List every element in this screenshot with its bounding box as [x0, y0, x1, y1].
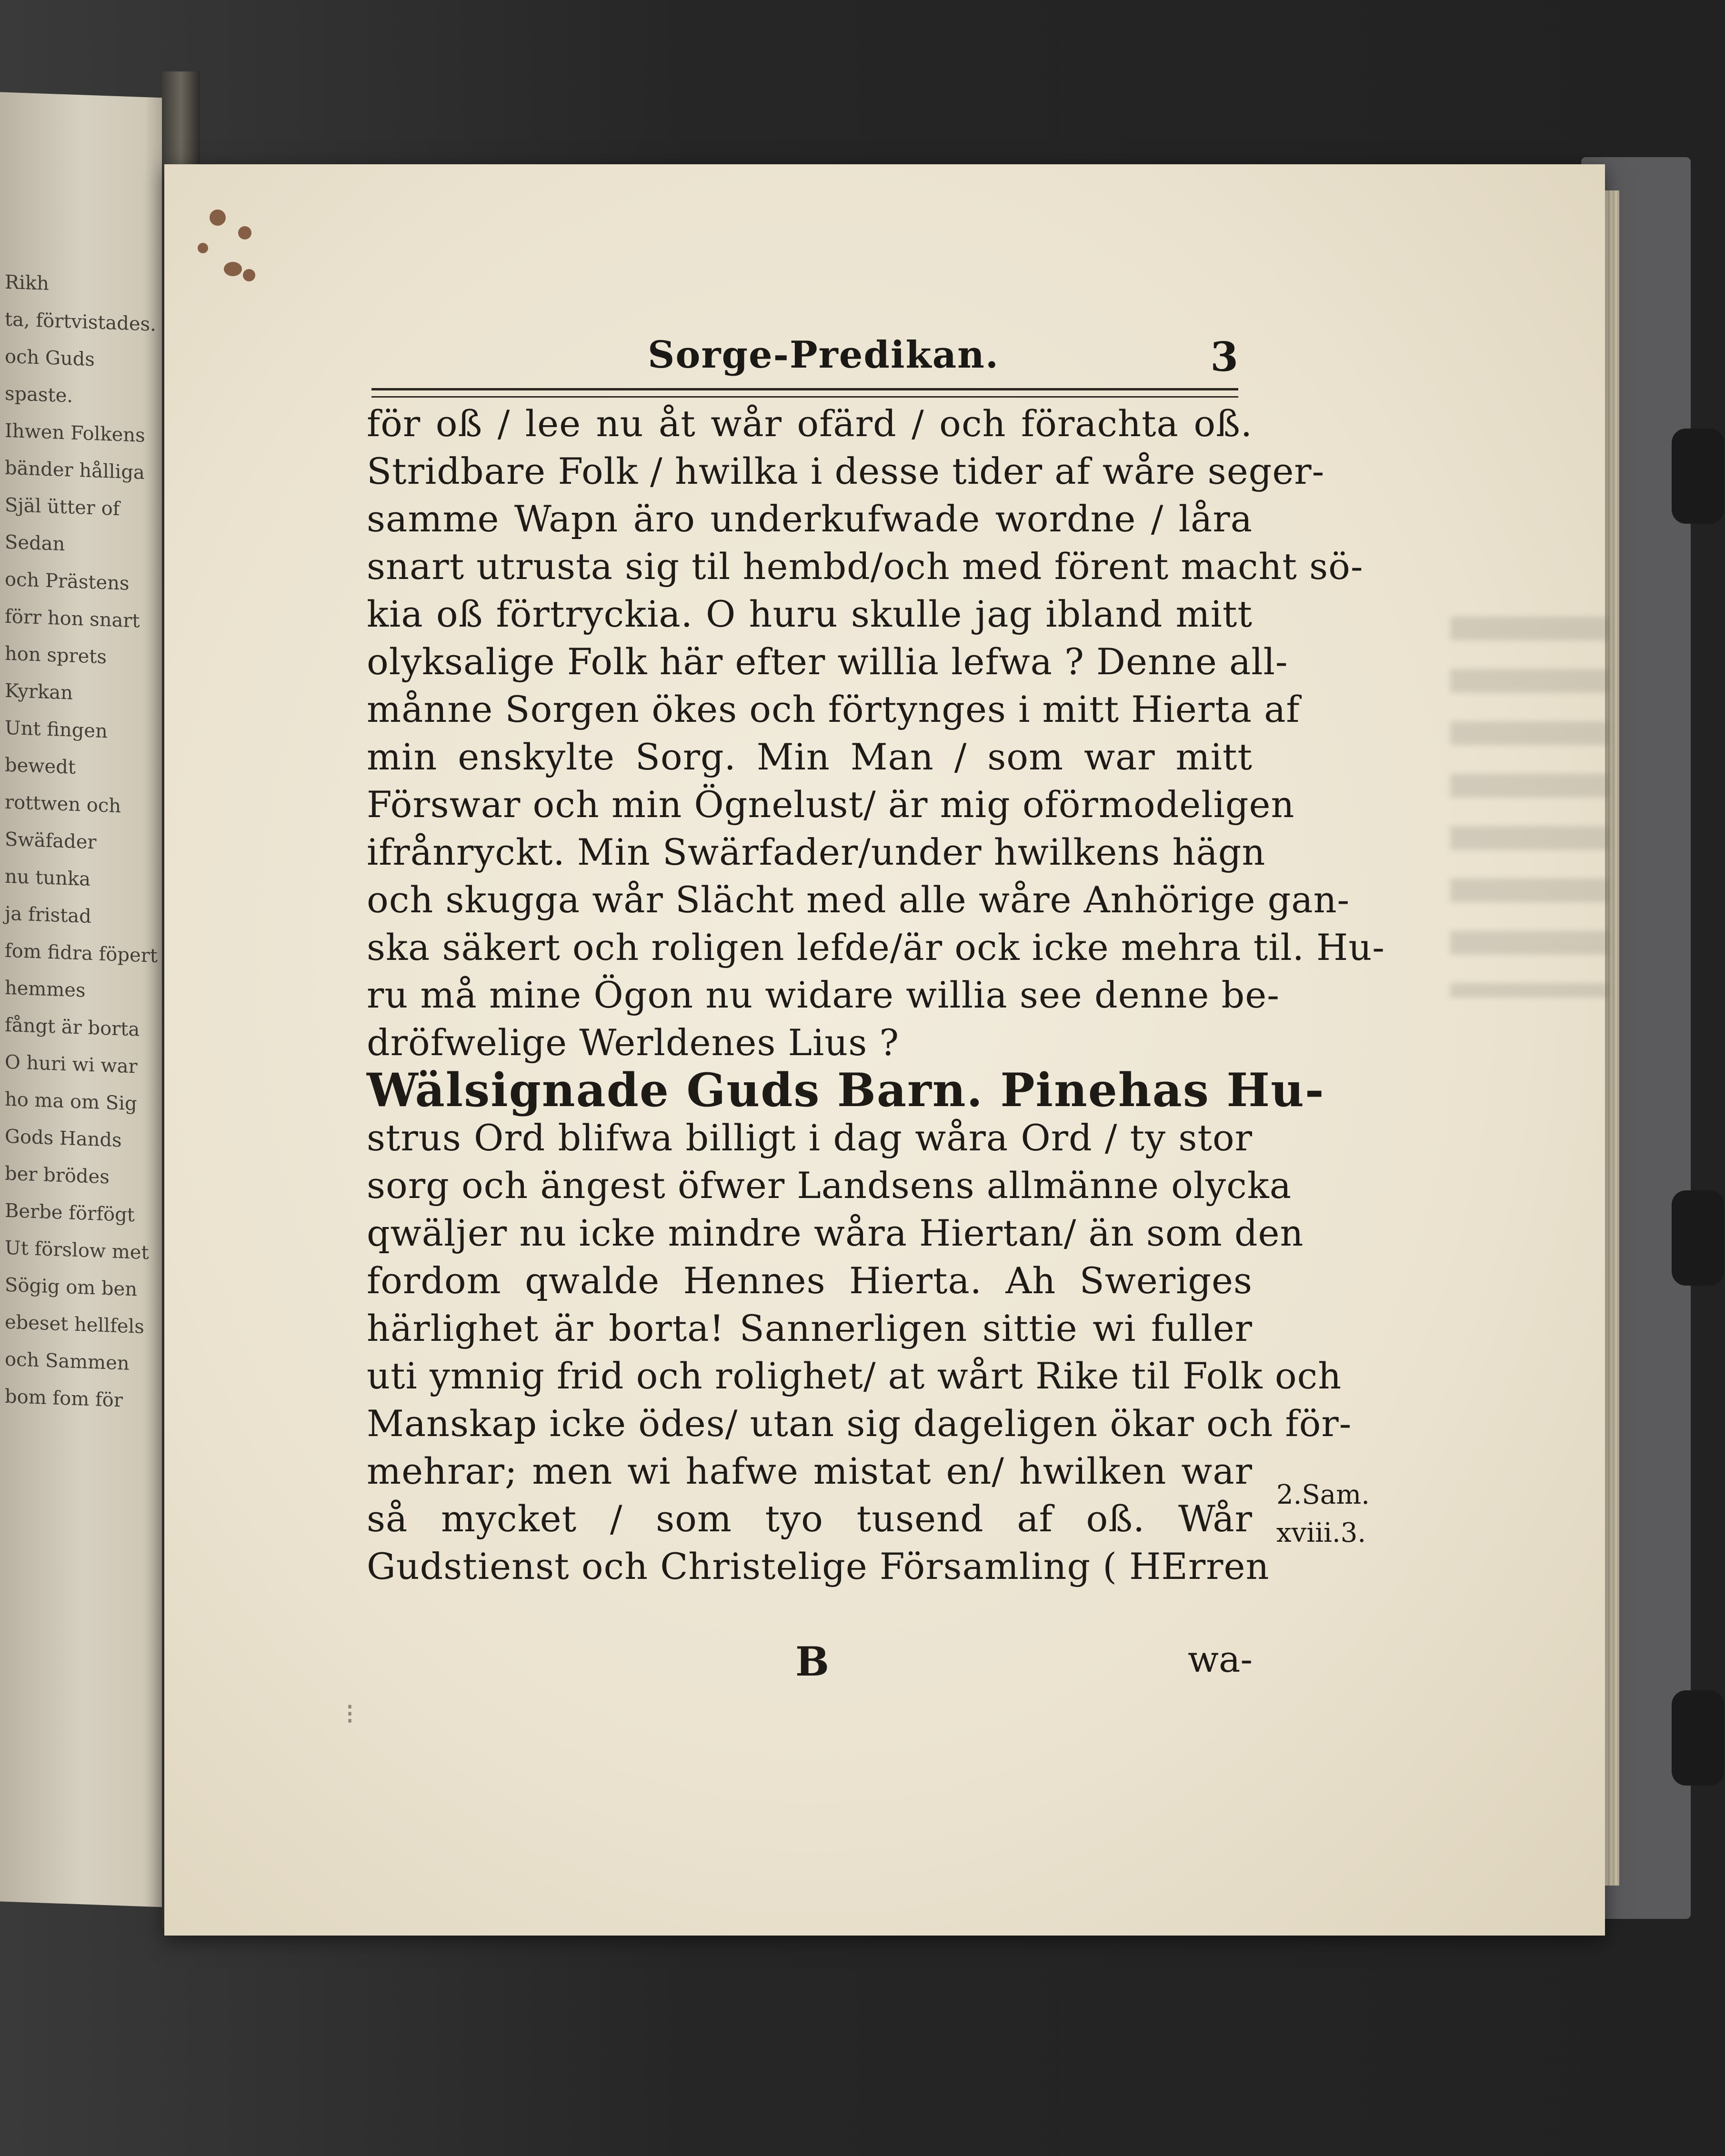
page-footer — [367, 1638, 1253, 1686]
facing-page-line: bänder hålliga — [5, 457, 145, 484]
header-rule — [371, 388, 1238, 398]
text-line: samme Wapn äro underkufwade wordne / låra — [367, 498, 1253, 540]
facing-page-line: förr hon snart — [5, 605, 140, 632]
clamp — [1672, 1190, 1724, 1286]
text-line: ru må mine Ögon nu widare willia see denne be- — [367, 974, 1280, 1016]
text-line: Förswar och min Ögnelust/ är mig oförmodeligen — [367, 783, 1295, 826]
facing-page-line: och Prästens — [5, 568, 130, 595]
facing-page-line: fångt är borta — [5, 1014, 140, 1041]
facing-page-line: ber brödes — [5, 1162, 110, 1188]
margin-reference-chapter: xviii.3. — [1276, 1517, 1366, 1548]
margin-reference-book: 2.Sam. — [1276, 1479, 1370, 1510]
page-number: 3 — [1210, 333, 1238, 380]
facing-page-line: hon sprets Kyrkan — [5, 642, 107, 704]
text-line: snart utrusta sig til hembd/och med förent macht sö- — [367, 545, 1364, 588]
ink-stain — [243, 269, 255, 281]
margin-reference — [1276, 1476, 1370, 1552]
ink-stain — [238, 226, 251, 240]
facing-page-text — [5, 264, 162, 1421]
page-header — [371, 333, 1238, 381]
ink-stain — [210, 210, 226, 226]
facing-page-line: Sögig om ben — [5, 1274, 137, 1301]
facing-page-line: Själ ütter of Sedan — [5, 494, 120, 556]
text-line: för oß / lee nu åt wår ofärd / och förachta oß. — [367, 402, 1253, 445]
text-line: Stridbare Folk / hwilka i desse tider af wåre seger- — [367, 450, 1325, 492]
facing-page-line: Rikh — [5, 271, 49, 295]
signature-mark: B — [795, 1638, 829, 1685]
text-line: uti ymnig frid och rolighet/ at wårt Rike til Folk och — [367, 1355, 1342, 1397]
facing-page-line: Ut förslow met — [5, 1237, 149, 1264]
text-line: och skugga wår Slächt med alle wåre Anhörige gan- — [367, 878, 1350, 921]
facing-page-line: Gods Hands — [5, 1125, 122, 1152]
text-line: Wälsignade Guds Barn. Pinehas Hu- — [367, 1063, 1325, 1117]
text-line: strus Ord blifwa billigt i dag wåra Ord / ty stor — [367, 1117, 1253, 1159]
text-line: dröfwelige Werldenes Lius ? — [367, 1021, 900, 1064]
text-line: qwäljer nu icke mindre wåra Hiertan/ än som den — [367, 1212, 1304, 1254]
text-line: mehrar; men wi hafwe mistat en/ hwilken war — [367, 1450, 1253, 1492]
text-line: så mycket / som tyo tusend af oß. Wår — [367, 1497, 1253, 1540]
facing-page-line: ja fristad — [5, 902, 91, 928]
facing-page-line: ta, förtvistades. — [5, 308, 156, 336]
ink-stain — [198, 243, 208, 253]
facing-page-line: ho ma om Sig — [5, 1088, 137, 1115]
ink-stain — [224, 262, 242, 276]
text-line: min enskylte Sorg. Min Man / som war mitt — [367, 736, 1253, 778]
text-line: månne Sorgen ökes och förtynges i mitt Hierta af — [367, 688, 1300, 730]
facing-page-line: ebeset hellfels — [5, 1311, 144, 1338]
text-line: härlighet är borta! Sannerligen sittie wi fuller — [367, 1307, 1253, 1349]
facing-page-line: bom fom för — [5, 1385, 123, 1412]
text-line: Manskap icke ödes/ utan sig dageligen ökar och för- — [367, 1402, 1352, 1445]
text-line: fordom qwalde Hennes Hierta. Ah Sweriges — [367, 1259, 1253, 1302]
facing-page-line: fom fidra föpert — [5, 939, 158, 967]
text-line: ifrånryckt. Min Swärfader/under hwilkens hägn — [367, 831, 1266, 873]
text-line: Gudstienst och Christelige Församling ( HErren — [367, 1545, 1270, 1587]
text-line: kia oß förtryckia. O huru skulle jag ibland mitt — [367, 593, 1253, 635]
faint-mark: ⁝ — [345, 1697, 355, 1731]
facing-page-line: och Guds spaste. — [5, 345, 95, 407]
facing-page-line: hemmes — [5, 977, 86, 1002]
facing-page-line: rottwen och Swäfader — [5, 791, 121, 854]
clamp — [1672, 429, 1724, 524]
show-through — [1450, 617, 1607, 998]
facing-page-line: och Sammen — [5, 1348, 130, 1375]
text-line: ska säkert och roligen lefde/är ock icke mehra til. Hu- — [367, 926, 1385, 968]
facing-page — [0, 92, 181, 1907]
text-line: olyksalige Folk här efter willia lefwa ? Denne all- — [367, 640, 1288, 683]
catchword: wa- — [1187, 1638, 1253, 1680]
facing-page-line: O huri wi war — [5, 1051, 138, 1078]
running-title: Sorge-Predikan. — [648, 333, 999, 377]
facing-page-line: Berbe förfögt — [5, 1199, 135, 1227]
facing-page-line: Ihwen Folkens — [5, 419, 145, 447]
text-line: sorg och ängest öfwer Landsens allmänne olycka — [367, 1164, 1292, 1207]
facing-page-line: nu tunka — [5, 865, 90, 890]
clamp — [1672, 1690, 1724, 1786]
facing-page-line: Unt fingen bewedt — [5, 717, 108, 779]
